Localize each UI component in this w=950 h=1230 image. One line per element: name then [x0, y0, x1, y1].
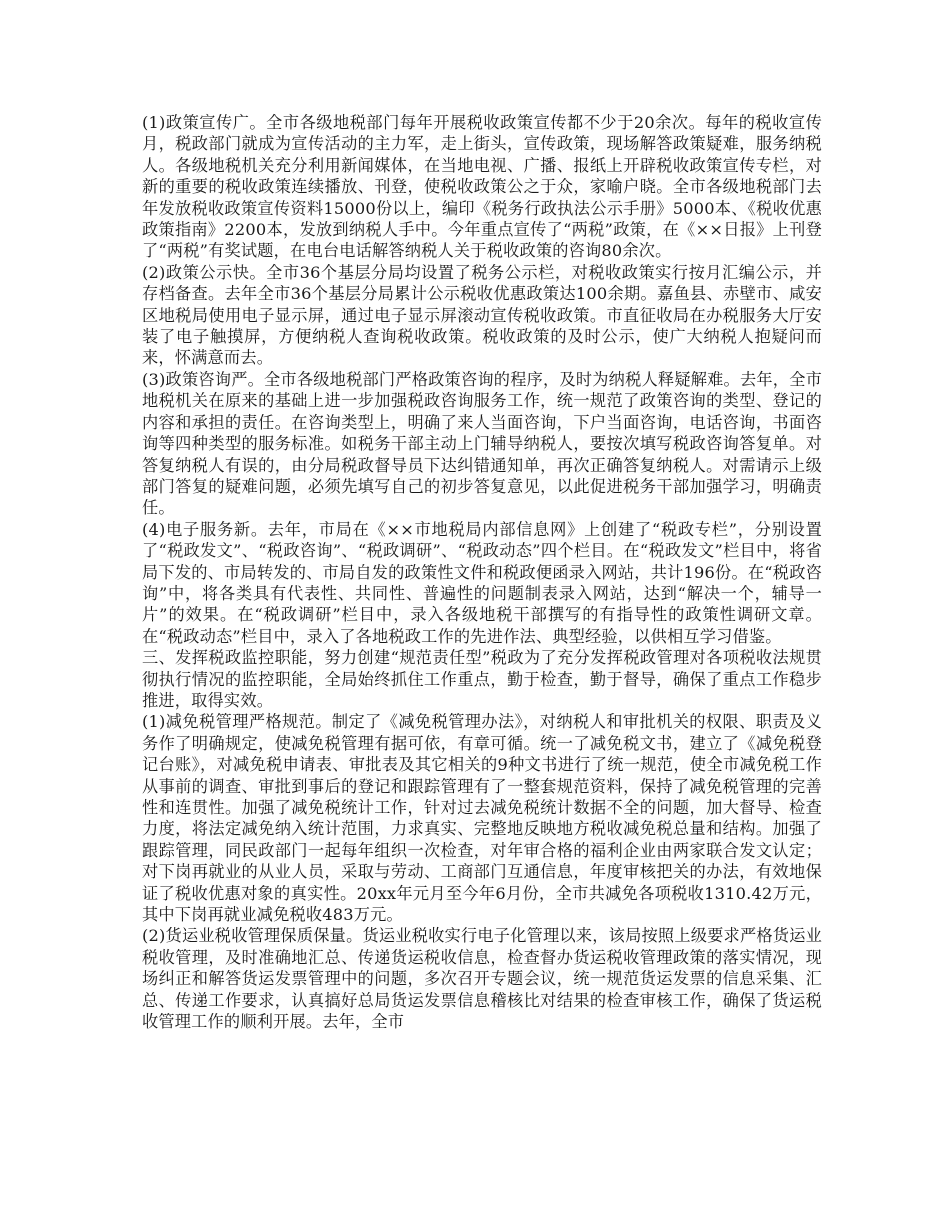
paragraph-policy-publicity: (1)政策宣传广。全市各级地税部门每年开展税收政策宣传都不少于20余次。每年的税收宣传月，税政部门就成为宣传活动的主力军，走上街头，宣传政策，现场解答政策疑难，服务纳税人。各级地税机关充分利用新闻媒体，在当地电视、广播、报纸上开辟税收政策宣传专栏，对新的重要的税收政策连续播放、刊登，使税收政策公之于众，家喻户晓。全市各级地税部门去年发放税收政策宣传资料15000份以上，编印《税务行政执法公示手册》5000本、《税收优惠政策指南》2200本，发放到纳税人手中。今年重点宣传了“两税”政策，在《××日报》上刊登了“两税”有奖试题，在电台电话解答纳税人关于税收政策的咨询80余次。: [142, 113, 822, 261]
paragraph-freight-tax-management: (2)货运业税收管理保质保量。货运业税收实行电子化管理以来，该局按照上级要求严格货运业税收管理，及时准确地汇总、传递货运税收信息，检查督办货运税收管理政策的落实情况，现场纠正和解答货运发票管理中的问题，多次召开专题会议，统一规范货运发票的信息采集、汇总、传递工作要求，认真搞好总局货运发票信息稽核比对结果的检查审核工作，确保了货运税收管理工作的顺利开展。去年，全市: [142, 926, 822, 1032]
paragraph-policy-disclosure: (2)政策公示快。全市36个基层分局均设置了税务公示栏，对税收政策实行按月汇编公示，并存档备查。去年全市36个基层分局累计公示税收优惠政策达100余期。嘉鱼县、赤壁市、咸安区地税局使用电子显示屏，通过电子显示屏滚动宣传税收政策。市直征收局在办税服务大厅安装了电子触摸屏，方便纳税人查询税收政策。税收政策的及时公示，使广大纳税人抱疑问而来，怀满意而去。: [142, 262, 822, 368]
document-body: [142, 112, 822, 1032]
paragraph-electronic-service: (4)电子服务新。去年，市局在《××市地税局内部信息网》上创建了“税政专栏”，分别设置了“税政发文”、“税政咨询”、“税政调研”、“税政动态”四个栏目。在“税政发文”栏目中，将省局下发的、市局转发的、市局自发的政策性文件和税政便函录入网站，共计196份。在“税政咨询”中，将各类具有代表性、共同性、普遍性的问题制表录入网站，达到“解决一个，辅导一片”的效果。在“税政调研”栏目中，录入各级地税干部撰写的有指导性的政策性调研文章。在“税政动态”栏目中，录入了各地税政工作的先进作法、典型经验，以供相互学习借鉴。: [142, 519, 822, 646]
paragraph-policy-consultation: (3)政策咨询严。全市各级地税部门严格政策咨询的程序，及时为纳税人释疑解难。去年，全市地税机关在原来的基础上进一步加强税政咨询服务工作，统一规范了政策咨询的类型、登记的内容和承担的责任。在咨询类型上，明确了来人当面咨询，下户当面咨询，电话咨询，书面咨询等四种类型的服务标准。如税务干部主动上门辅导纳税人，要按次填写税政咨询答复单。对答复纳税人有误的，由分局税政督导员下达纠错通知单，再次正确答复纳税人。对需请示上级部门答复的疑难问题，必须先填写自己的初步答复意见，以此促进税务干部加强学习，明确责任。: [142, 369, 822, 518]
section-heading-tax-monitoring: 三、发挥税政监控职能，努力创建“规范责任型”税政为了充分发挥税政管理对各项税收法规贯彻执行情况的监控职能，全局始终抓住工作重点，勤于检查，勤于督导，确保了重点工作稳步推进，取得实效。: [142, 648, 822, 710]
paragraph-tax-exemption-management: (1)减免税管理严格规范。制定了《减免税管理办法》，对纳税人和审批机关的权限、职责及义务作了明确规定，使减免税管理有据可依，有章可循。统一了减免税文书，建立了《减免税登记台账》，对减免税申请表、审批表及其它相关的9种文书进行了统一规范，使全市减免税工作从事前的调查、审批到事后的登记和跟踪管理有了一整套规范资料，保持了减免税管理的完善性和连贯性。加强了减免税统计工作，针对过去减免税统计数据不全的问题，加大督导、检查力度，将法定减免纳入统计范围，力求真实、完整地反映地方税收减免税总量和结构。加强了跟踪管理，同民政部门一起每年组织一次检查，对年审合格的福利企业由两家联合发文认定；对下岗再就业的从业人员，采取与劳动、工商部门互通信息，年度审核把关的办法，有效地保证了税收优惠对象的真实性。20xx年元月至今年6月份，全市共减免各项税收1310.42万元，其中下岗再就业减免税收483万元。: [142, 712, 822, 925]
